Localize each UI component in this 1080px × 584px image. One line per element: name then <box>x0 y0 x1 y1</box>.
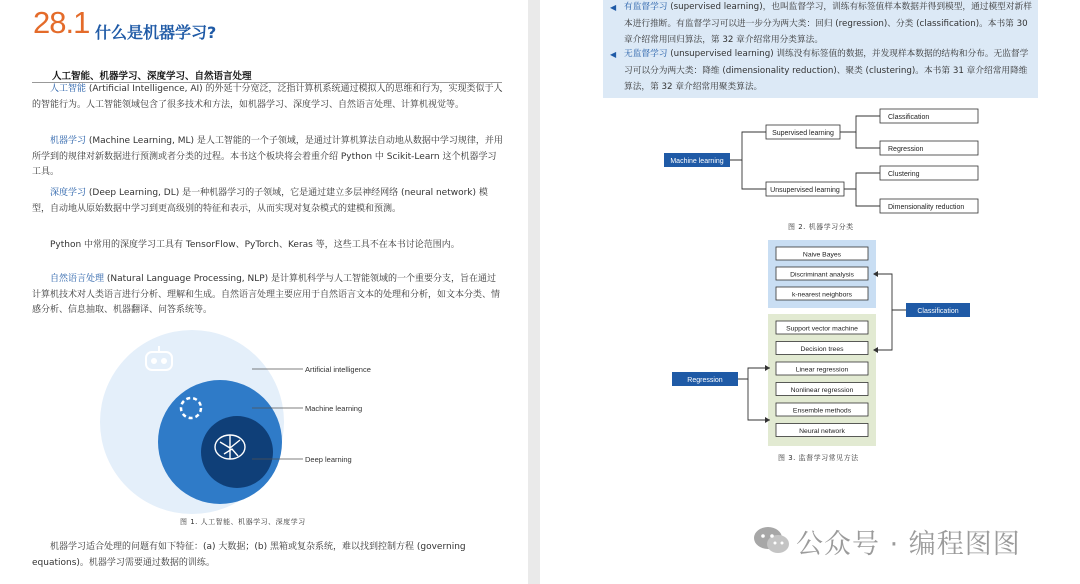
label-ml: Machine learning <box>305 404 363 413</box>
term-ai: 人工智能 <box>50 84 87 94</box>
method-box-shared-3-label: Nonlinear regression <box>790 387 854 394</box>
term-nlp: 自然语言处理 <box>50 274 105 284</box>
paragraph-dl-text: (Deep Learning, DL) 是一种机器学习的子领域，它是通过建立多层神经网络 (neural network) 模型，自动地从原始数据中学习到更高级别的特征和表示，从而实现对复杂模式的建模和预测。 <box>32 188 488 214</box>
bullet-unsupervised-text: (unsupervised learning) 训练没有标签值的数据，并发现样本数据的结构和分布。无监督学习可以分为两大类：降维 (dimensionality reduction)、聚类 (clustering)。本书第 31 章介绍常用降维算法，第 32 章介绍常用聚类算法。 <box>624 49 1029 92</box>
method-boxes <box>776 247 868 437</box>
paragraph-ai-text: (Artificial Intelligence, AI) 的外延十分宽泛，泛指计算机系统通过模拟人的思维和行为，实现类似于人的智能行为。人工智能领域包含了很多技术和方法，如机器学习、深度学习、自然语言处理、计算机视觉等。 <box>32 84 503 110</box>
method-box-classification-0-label: Naive Bayes <box>802 251 842 259</box>
figure2-tree <box>660 104 990 219</box>
label-ai: Artificial intelligence <box>305 365 371 374</box>
method-box-shared-4-label: Ensemble methods <box>792 407 852 415</box>
dl-circle <box>201 416 273 488</box>
bullet-supervised <box>624 0 1034 49</box>
svg-text:Regression: Regression <box>687 377 723 384</box>
method-box-shared-2-label: Linear regression <box>795 366 849 374</box>
svg-text:Machine learning: Machine learning <box>670 158 724 165</box>
svg-text:Unsupervised learning: Unsupervised learning <box>770 187 840 194</box>
paragraph-ml <box>32 134 504 181</box>
paragraph-dl <box>32 186 504 217</box>
figure2-caption: 图 2. 机器学习分类 <box>788 223 854 231</box>
figure3-caption: 图 3. 监督学习常见方法 <box>778 454 859 462</box>
label-dl: Deep learning <box>305 455 352 464</box>
term-ml: 机器学习 <box>50 136 87 146</box>
svg-text:Clustering: Clustering <box>888 171 920 178</box>
section-heading: 人工智能、机器学习、深度学习、自然语言处理 <box>52 71 252 82</box>
page-divider <box>528 0 540 584</box>
svg-text:Classification: Classification <box>888 114 930 121</box>
figure1-caption: 图 1. 人工智能、机器学习、深度学习 <box>180 518 306 526</box>
left-page <box>0 0 528 584</box>
svg-text:Regression: Regression <box>888 146 924 153</box>
paragraph-tools-text: Python 中常用的深度学习工具有 TensorFlow、PyTorch、Keras 等，这些工具不在本书讨论范围内。 <box>50 240 460 250</box>
svg-text:Supervised learning: Supervised learning <box>772 130 834 137</box>
paragraph-nlp <box>32 272 504 319</box>
method-box-shared-0-label: Support vector machine <box>786 325 858 333</box>
paragraph-tools <box>32 238 504 254</box>
triangle-bullet-icon: ◀ <box>610 50 617 59</box>
watermark-text: 公众号 · 编程图图 <box>796 529 1021 560</box>
bullet-unsupervised <box>624 46 1034 96</box>
term-dl: 深度学习 <box>50 188 87 198</box>
method-box-shared-5-label: Neural network <box>799 428 845 435</box>
paragraph-ai <box>32 82 504 113</box>
figure3-methods <box>670 238 980 450</box>
term-supervised: 有监督学习 <box>624 2 668 12</box>
closing-paragraph: 机器学习适合处理的问题有如下特征：(a) 大数据；(b) 黑箱或复杂系统，难以找到控制方程 (governing equations)。机器学习需要通过数据的训练。 <box>32 542 466 568</box>
paragraph-ml-text: (Machine Learning, ML) 是人工智能的一个子领域，是通过计算机算法自动地从数据中学习规律，并用所学到的规律对新数据进行预测或者分类的过程。本书这个板块将会着重介绍 Python 中 Scikit-Learn 这个机器学习工具。 <box>32 136 503 177</box>
term-unsupervised: 无监督学习 <box>624 49 668 59</box>
figure1-venn <box>100 330 440 515</box>
paragraph-nlp-text: (Natural Language Processing, NLP) 是计算机科学与人工智能领域的一个重要分支，旨在通过计算机技术对人类语言进行分析、理解和生成。自然语言处理主要应用于自然语言文本的处理和分析，如文本分类、情感分析、信息抽取、机器翻译、问答系统等。 <box>32 274 501 315</box>
svg-text:Dimensionality reduction: Dimensionality reduction <box>888 204 965 211</box>
chapter-number: 28.1 <box>33 5 90 40</box>
svg-text:Classification: Classification <box>917 308 959 315</box>
wechat-icon <box>752 523 792 557</box>
bullet-supervised-text: (supervised learning)，也叫监督学习，训练有标签值样本数据并得到模型，通过模型对新样本进行推断。有监督学习可以进一步分为两大类：回归 (regression)、分类 (classification)。本书第 30 章介绍常用回归算法，第 32 章介绍常用分类算法。 <box>624 2 1032 45</box>
triangle-bullet-icon: ◀ <box>610 3 617 12</box>
method-box-shared-1-label: Decision trees <box>800 346 844 353</box>
method-box-classification-2-label: k-nearest neighbors <box>791 291 853 299</box>
chapter-title: 什么是机器学习? <box>95 23 217 42</box>
method-box-classification-1-label: Discriminant analysis <box>790 271 854 279</box>
